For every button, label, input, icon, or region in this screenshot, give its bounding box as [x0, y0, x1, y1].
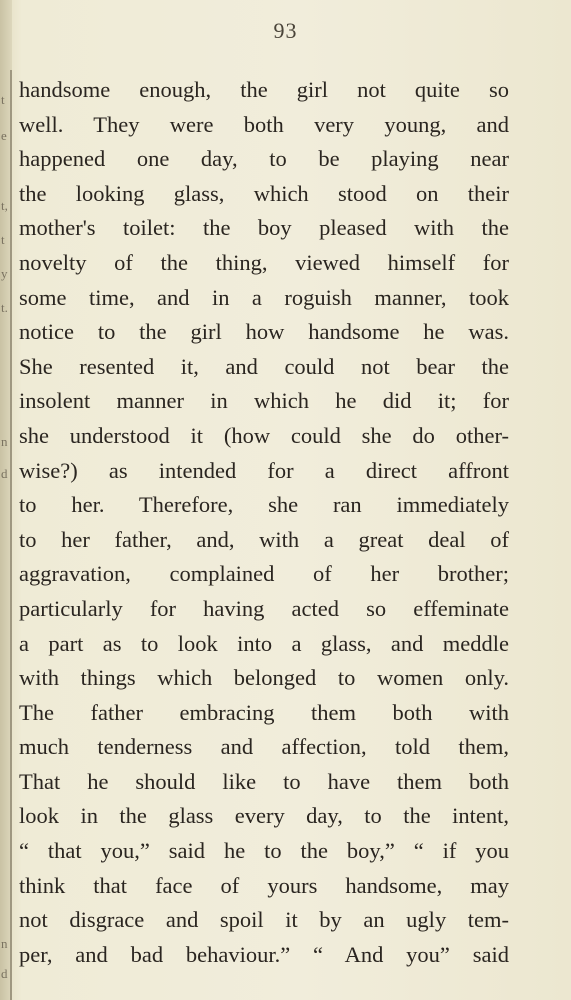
text-line: The father embracing them both with	[19, 699, 509, 725]
margin-mark: d	[1, 966, 8, 981]
text-line: a part as to look into a glass, and meddle	[19, 630, 509, 656]
margin-mark: e	[1, 128, 7, 143]
margin-mark: t.	[1, 300, 8, 315]
margin-mark: d	[1, 466, 8, 481]
page-number: 93	[273, 18, 298, 43]
text-line: think that face of yours handsome, may	[19, 872, 509, 898]
text-line: That he should like to have them both	[19, 768, 509, 794]
text-line: notice to the girl how handsome he was.	[19, 319, 509, 345]
margin-mark: t,	[1, 198, 8, 213]
text-line: well. They were both very young, and	[19, 111, 509, 137]
text-line: much tenderness and affection, told them,	[19, 734, 509, 760]
text-line: novelty of the thing, viewed himself for	[19, 249, 509, 275]
text-line: to her father, and, with a great deal of	[19, 526, 509, 552]
margin-mark: n	[1, 434, 8, 449]
text-line: she understood it (how could she do other-	[19, 422, 509, 448]
text-line: some time, and in a roguish manner, took	[19, 284, 509, 310]
text-line: aggravation, complained of her brother;	[19, 561, 509, 587]
margin-mark: y	[1, 266, 8, 281]
text-line: wise?) as intended for a direct affront	[19, 457, 509, 483]
margin-mark: n	[1, 936, 8, 951]
text-line: handsome enough, the girl not quite so	[19, 77, 509, 102]
text-line: particularly for having acted so effeminate	[19, 595, 509, 621]
text-line: per, and bad behaviour.” “ And you” said	[19, 941, 509, 967]
text-line: with things which belonged to women only.	[19, 665, 509, 691]
text-line: mother's toilet: the boy pleased with the	[19, 215, 509, 241]
body-text	[19, 73, 509, 972]
text-line: “ that you,” said he to the boy,” “ if you	[19, 838, 509, 864]
margin-mark: t	[1, 232, 5, 247]
text-line: to her. Therefore, she ran immediately	[19, 492, 509, 518]
margin-mark: t	[1, 92, 5, 107]
text-line: She resented it, and could not bear the	[19, 353, 509, 379]
text-line: not disgrace and spoil it by an ugly tem-	[19, 907, 509, 933]
gutter-rule	[10, 70, 12, 1000]
text-line: the looking glass, which stood on their	[19, 180, 509, 206]
text-line: insolent manner in which he did it; for	[19, 388, 509, 414]
text-line: happened one day, to be playing near	[19, 146, 509, 172]
text-line: look in the glass every day, to the intent,	[19, 803, 509, 829]
